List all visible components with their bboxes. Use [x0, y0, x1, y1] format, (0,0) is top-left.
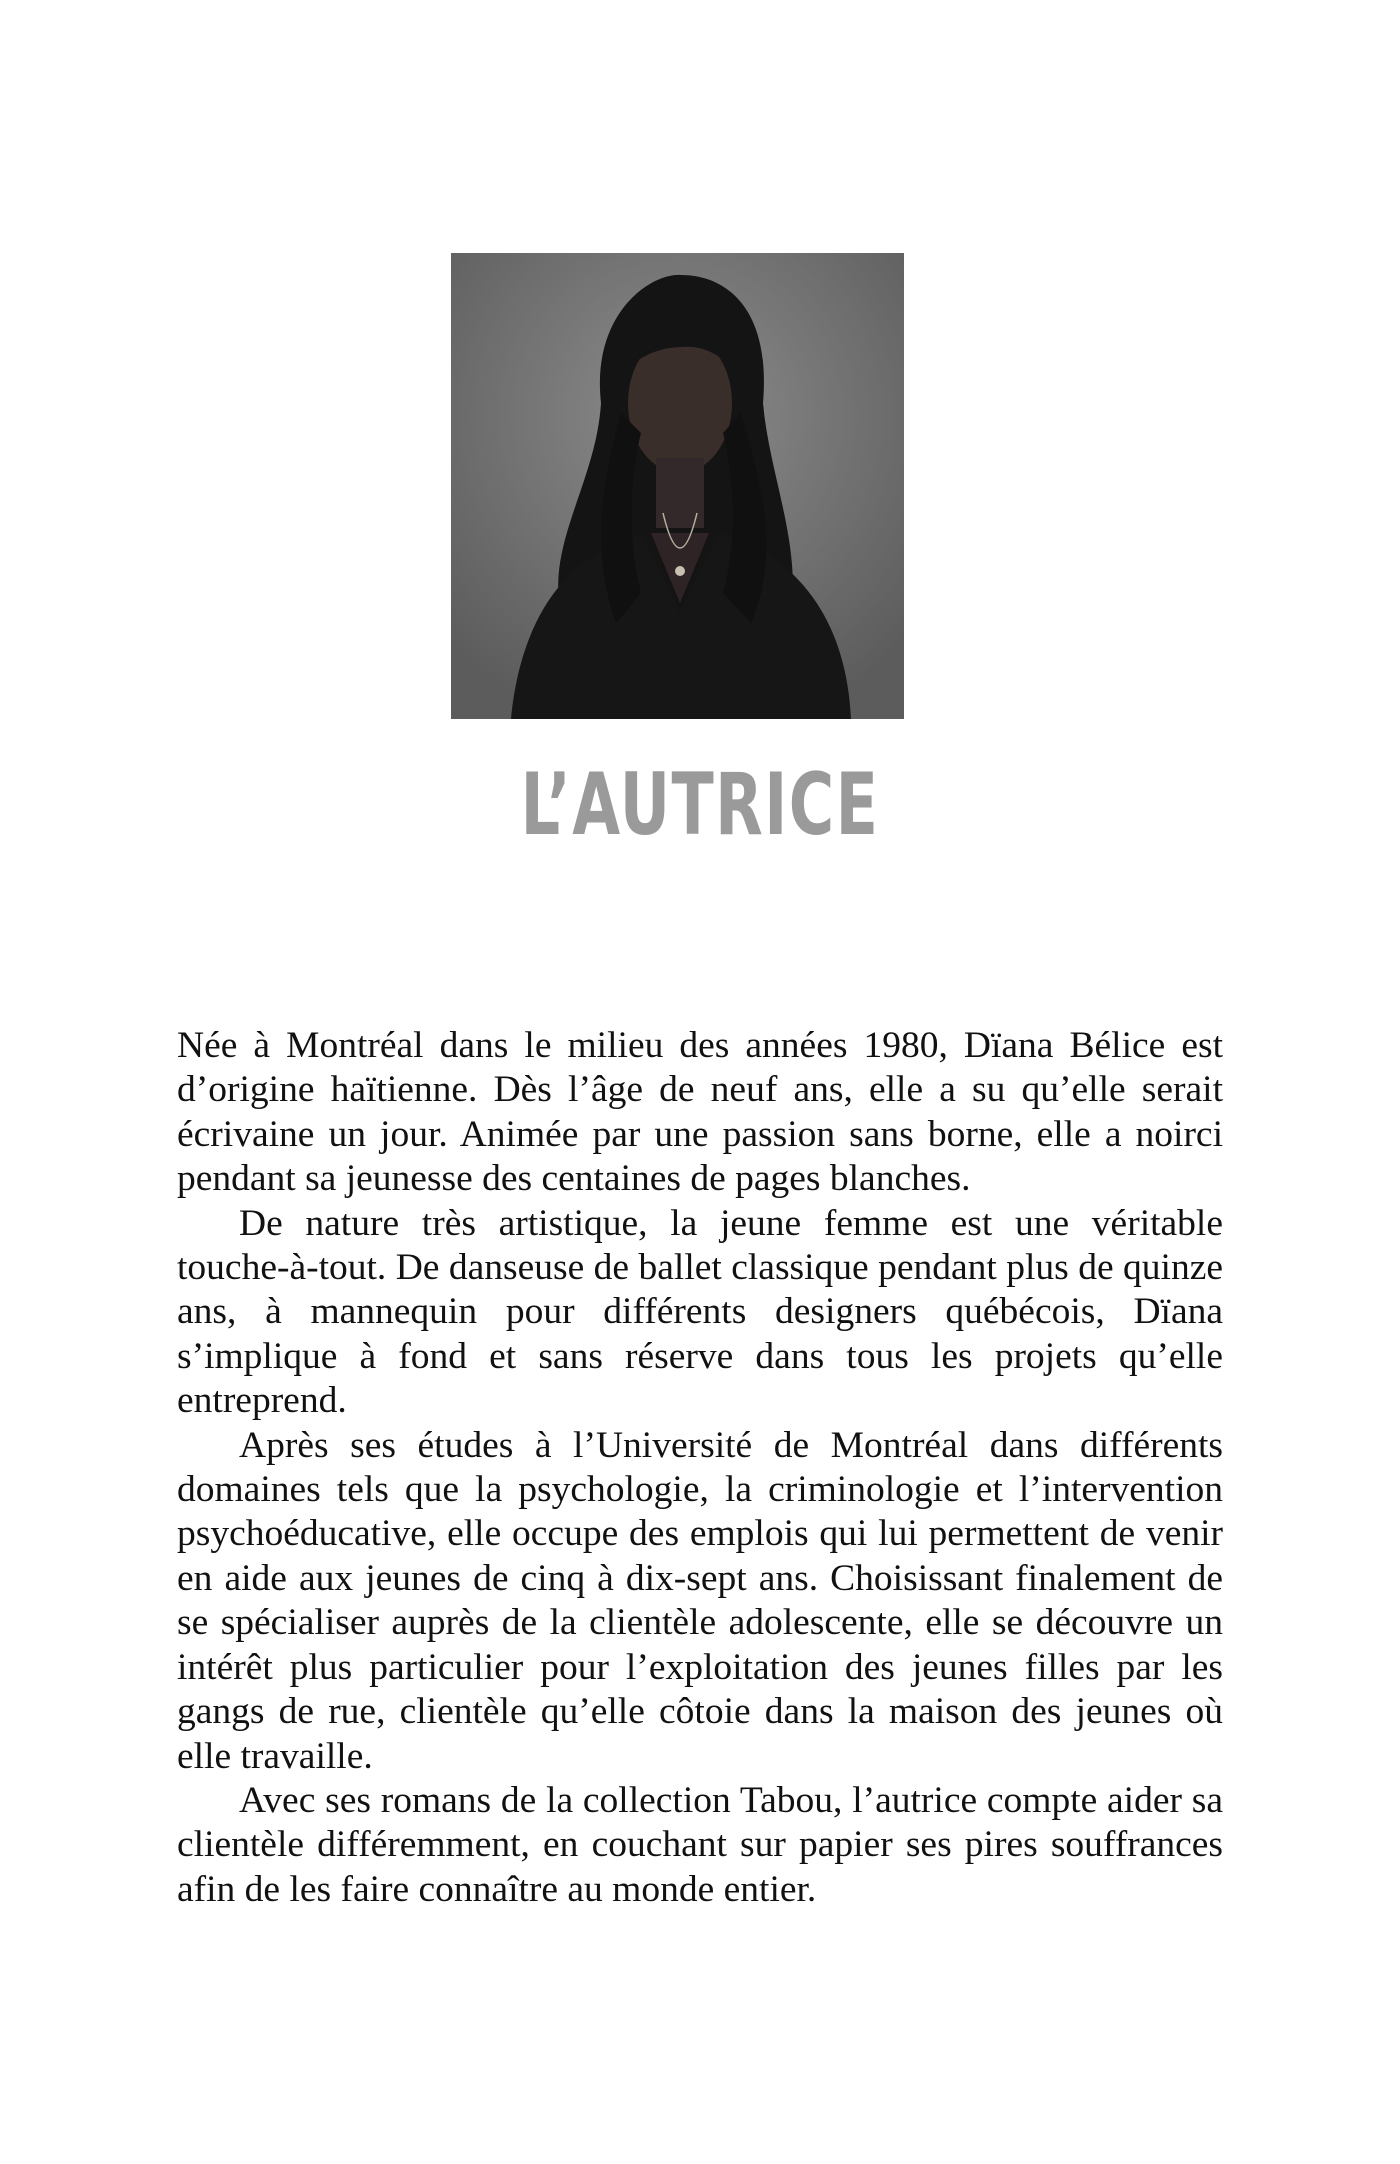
author-photo [451, 253, 904, 719]
paragraph: De nature très artistique, la jeune femme est une véritable touche-à-tout. De danseuse de ballet classique pendant plus de quinze ans, à mannequin pour différents designers québécois, Dïana s’implique à fond et sans réserve dans tous les projets qu’elle entreprend. [177, 1202, 1223, 1422]
paragraph: Avec ses romans de la collection Tabou, l’autrice compte aider sa clientèle différemment, en couchant sur papier ses pires souffrances afin de les faire connaître au monde entier. [177, 1779, 1223, 1910]
section-heading: L’AUTRICE [520, 755, 880, 855]
author-portrait-icon [451, 253, 904, 719]
paragraph: Après ses études à l’Université de Montréal dans différents domaines tels que la psychologie, la criminologie et l’intervention psychoéducative, elle occupe des emplois qui lui permettent de venir en aide aux jeunes de cinq à dix-sept ans. Choisissant finalement de se spécialiser auprès de la clientèle adolescente, elle se découvre un intérêt plus particulier pour l’exploitation des jeunes filles par les gangs de rue, clientèle qu’elle côtoie dans la maison des jeunes où elle travaille. [177, 1424, 1223, 1777]
biography-text [177, 1024, 1223, 1912]
paragraph: Née à Montréal dans le milieu des années 1980, Dïana Bélice est d’origine haïtienne. Dès l’âge de neuf ans, elle a su qu’elle serait écrivaine un jour. Animée par une passion sans borne, elle a noirci pendant sa jeunesse des centaines de pages blanches. [177, 1025, 1223, 1200]
